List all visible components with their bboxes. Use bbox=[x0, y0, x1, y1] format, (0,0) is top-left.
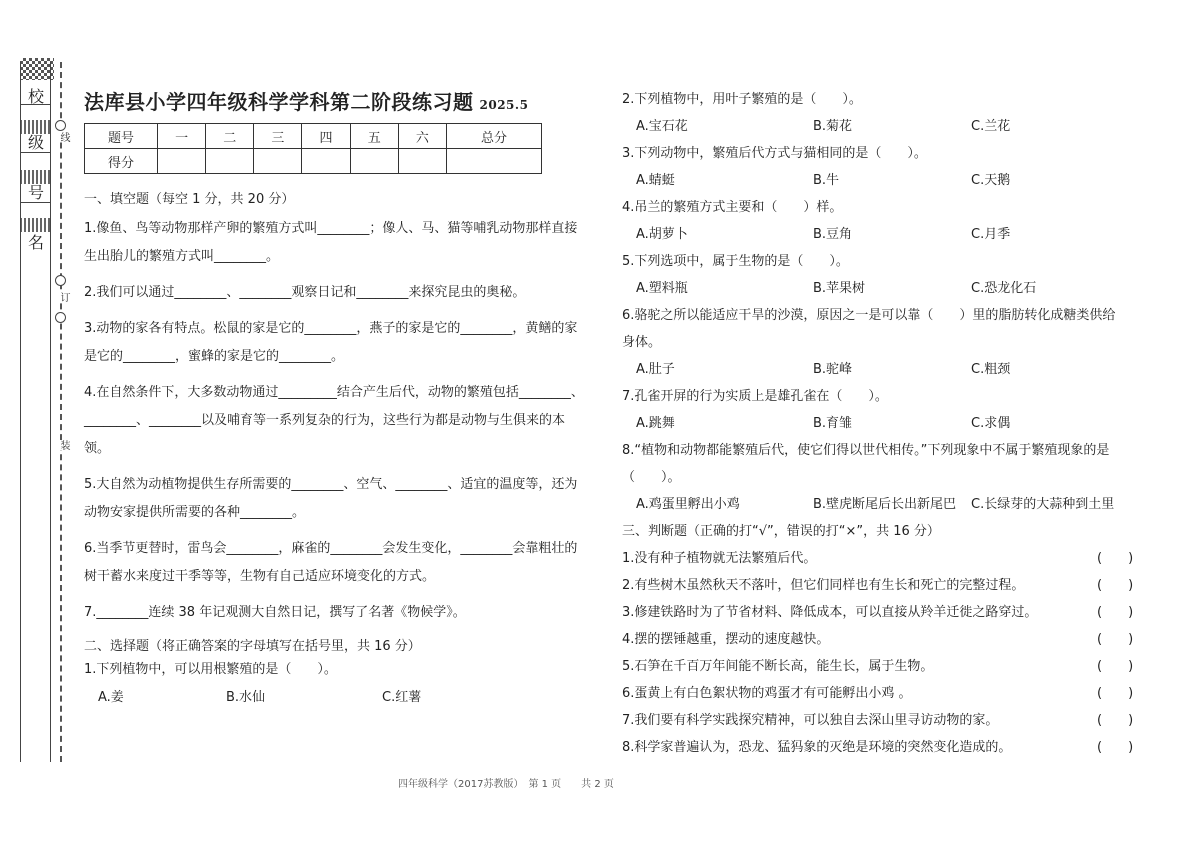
judge-text: 5.石笋在千百万年间能不断长高，能生长，属于生物。 bbox=[622, 659, 934, 674]
judge-item-1 bbox=[622, 545, 1134, 572]
margin-line bbox=[20, 152, 50, 153]
choice-option[interactable]: B.豆角 bbox=[813, 227, 853, 242]
binding-hole bbox=[55, 275, 66, 286]
score-cell: 题号 bbox=[85, 124, 158, 149]
choice-options-3 bbox=[622, 167, 1127, 194]
choice-option[interactable]: A.肚子 bbox=[636, 362, 675, 377]
answer-paren[interactable]: ( ) bbox=[1097, 713, 1134, 728]
choice-option[interactable]: C.求偶 bbox=[971, 416, 1011, 431]
fill-question-3: 3.动物的家各有特点。松鼠的家是它的________，燕子的家是它的________，黄鳝的家是它的________，蜜蜂的家是它的________。 bbox=[84, 321, 578, 364]
choice-option[interactable]: C.恐龙化石 bbox=[971, 281, 1037, 296]
page-footer: 四年级科学（2017苏教版） 第 1 页 共 2 页 bbox=[398, 779, 614, 790]
score-input-cell[interactable] bbox=[254, 149, 302, 174]
margin-line bbox=[20, 104, 50, 105]
score-cell: 总分 bbox=[447, 124, 542, 149]
choice-question-2: 2.下列植物中，用叶子繁殖的是（ ）。 bbox=[622, 92, 862, 107]
left-column bbox=[84, 86, 584, 705]
choice-question-7: 7.孔雀开屏的行为实质上是雄孔雀在（ ）。 bbox=[622, 389, 888, 404]
judge-item-5 bbox=[622, 653, 1134, 680]
judge-item-4 bbox=[622, 626, 1134, 653]
answer-paren[interactable]: ( ) bbox=[1097, 551, 1134, 566]
choice-question-1: 1.下列植物中，可以用根繁殖的是（ ）。 bbox=[84, 662, 337, 677]
score-cell: 二 bbox=[206, 124, 254, 149]
cut-line bbox=[60, 62, 62, 762]
judge-text: 3.修建铁路时为了节省材料、降低成本，可以直接从羚羊迁徙之路穿过。 bbox=[622, 605, 1038, 620]
choice-option[interactable]: B.菊花 bbox=[813, 119, 853, 134]
score-input-cell[interactable] bbox=[350, 149, 398, 174]
choice-option[interactable]: C.天鹅 bbox=[971, 173, 1011, 188]
section3-heading: 三、判断题（正确的打“√”，错误的打“×”，共 16 分） bbox=[622, 524, 940, 539]
judge-item-7 bbox=[622, 707, 1134, 734]
judge-text: 8.科学家普遍认为，恐龙、猛犸象的灭绝是环境的突然变化造成的。 bbox=[622, 740, 1012, 755]
binding-char: 装 bbox=[58, 440, 69, 450]
choice-option[interactable]: B.驼峰 bbox=[813, 362, 853, 377]
score-cell: 得分 bbox=[85, 149, 158, 174]
choice-option[interactable]: A.蜻蜓 bbox=[636, 173, 675, 188]
binding-hole bbox=[55, 120, 66, 131]
binding-char: 订 bbox=[58, 292, 69, 302]
choice-options-7 bbox=[622, 410, 1127, 437]
exam-title bbox=[84, 86, 584, 115]
choice-question-4: 4.吊兰的繁殖方式主要和（ ）样。 bbox=[622, 200, 843, 215]
binding-char: 线 bbox=[58, 132, 69, 142]
answer-paren[interactable]: ( ) bbox=[1097, 686, 1134, 701]
score-cell: 四 bbox=[302, 124, 350, 149]
judge-text: 1.没有种子植物就无法繁殖后代。 bbox=[622, 551, 817, 566]
fill-question-5: 5.大自然为动植物提供生存所需要的________、空气、________、适宜的温度等，还为动物安家提供所需要的各种________。 bbox=[84, 477, 578, 520]
binding-pattern bbox=[20, 58, 54, 80]
choice-question-6: 6.骆驼之所以能适应干旱的沙漠，原因之一是可以靠（ ）里的脂肪转化成糖类供给身体。 bbox=[622, 308, 1116, 350]
judge-text: 6.蛋黄上有白色絮状物的鸡蛋才有可能孵出小鸡 。 bbox=[622, 686, 912, 701]
choice-option[interactable]: C.月季 bbox=[971, 227, 1011, 242]
judge-item-6 bbox=[622, 680, 1134, 707]
score-table-header-row bbox=[85, 124, 542, 149]
answer-paren[interactable]: ( ) bbox=[1097, 632, 1134, 647]
score-table bbox=[84, 123, 542, 174]
fill-question-7: 7.________连续 38 年记观测大自然日记，撰写了名著《物候学》。 bbox=[84, 605, 466, 620]
choice-option[interactable]: A.姜 bbox=[98, 690, 124, 705]
choice-option[interactable]: B.苹果树 bbox=[813, 281, 866, 296]
choice-option[interactable]: C.粗颈 bbox=[971, 362, 1011, 377]
score-input-cell[interactable] bbox=[158, 149, 206, 174]
choice-option[interactable]: A.宝石花 bbox=[636, 119, 688, 134]
score-cell: 六 bbox=[398, 124, 446, 149]
score-input-cell[interactable] bbox=[447, 149, 542, 174]
section2-heading: 二、选择题（将正确答案的字母填写在括号里，共 16 分） bbox=[84, 639, 421, 654]
answer-paren[interactable]: ( ) bbox=[1097, 659, 1134, 674]
choice-option[interactable]: B.牛 bbox=[813, 173, 840, 188]
score-cell: 五 bbox=[350, 124, 398, 149]
binding-line bbox=[50, 62, 51, 762]
section1-heading: 一、填空题（每空 1 分，共 20 分） bbox=[84, 192, 295, 207]
choice-question-8: 8.“植物和动物都能繁殖后代，使它们得以世代相传。”下列现象中不属于繁殖现象的是（ ）。 bbox=[622, 443, 1110, 485]
binding-hole bbox=[55, 312, 66, 323]
answer-paren[interactable]: ( ) bbox=[1097, 578, 1134, 593]
judge-text: 7.我们要有科学实践探究精神，可以独自去深山里寻访动物的家。 bbox=[622, 713, 999, 728]
answer-paren[interactable]: ( ) bbox=[1097, 605, 1134, 620]
choice-options-2 bbox=[622, 113, 1127, 140]
choice-option[interactable]: B.水仙 bbox=[226, 690, 266, 705]
exam-date: 2025.5 bbox=[479, 98, 529, 112]
choice-option[interactable]: A.胡萝卜 bbox=[636, 227, 688, 242]
fill-question-4: 4.在自然条件下，大多数动物通过_________结合产生后代，动物的繁殖包括________、________、________以及哺育等一系列复杂的行为，这些行为都是动物与生俱来的本领。 bbox=[84, 385, 584, 456]
fill-question-2: 2.我们可以通过________、________观察日记和________来探究昆虫的奥秘。 bbox=[84, 285, 526, 300]
right-column bbox=[622, 86, 1134, 761]
score-input-cell[interactable] bbox=[398, 149, 446, 174]
choice-options-6 bbox=[622, 356, 1127, 383]
choice-option[interactable]: A.跳舞 bbox=[636, 416, 675, 431]
score-input-cell[interactable] bbox=[302, 149, 350, 174]
choice-option[interactable]: B.育雏 bbox=[813, 416, 853, 431]
judge-item-2 bbox=[622, 572, 1134, 599]
margin-line bbox=[20, 202, 50, 203]
judge-text: 4.摆的摆锤越重，摆动的速度越快。 bbox=[622, 632, 830, 647]
fill-question-1: 1.像鱼、鸟等动物那样产卵的繁殖方式叫________；像人、马、猫等哺乳动物那样直接生出胎儿的繁殖方式叫________。 bbox=[84, 221, 578, 264]
answer-paren[interactable]: ( ) bbox=[1097, 740, 1134, 755]
margin-label-school: 校 bbox=[27, 87, 44, 106]
choice-question-3: 3.下列动物中，繁殖后代方式与猫相同的是（ ）。 bbox=[622, 146, 927, 161]
choice-options-1 bbox=[84, 686, 584, 705]
judge-text: 2.有些树木虽然秋天不落叶，但它们同样也有生长和死亡的完整过程。 bbox=[622, 578, 1025, 593]
fill-question-6: 6.当季节更替时，雷鸟会________，麻雀的________会发生变化，________会靠粗壮的树干蓄水来度过干季等等，生物有自己适应环境变化的方式。 bbox=[84, 541, 578, 584]
choice-options-5 bbox=[622, 275, 1127, 302]
choice-option[interactable]: B.壁虎断尾后长出新尾巴 bbox=[813, 497, 957, 512]
judge-item-8 bbox=[622, 734, 1134, 761]
margin-label-class: 级 bbox=[27, 133, 44, 152]
choice-option[interactable]: A.塑料瓶 bbox=[636, 281, 688, 296]
choice-question-5: 5.下列选项中，属于生物的是（ ）。 bbox=[622, 254, 849, 269]
choice-option[interactable]: C.红薯 bbox=[382, 690, 422, 705]
judge-item-3 bbox=[622, 599, 1134, 626]
binding-line bbox=[20, 62, 21, 762]
choice-option[interactable]: C.兰花 bbox=[971, 119, 1011, 134]
exam-title-text: 法库县小学四年级科学学科第二阶段练习题 bbox=[84, 90, 474, 114]
margin-label-name: 名 bbox=[27, 233, 44, 252]
score-cell: 一 bbox=[158, 124, 206, 149]
score-cell: 三 bbox=[254, 124, 302, 149]
choice-options-4 bbox=[622, 221, 1127, 248]
choice-option[interactable]: C.长绿芽的大蒜种到土里 bbox=[971, 497, 1115, 512]
choice-option[interactable]: A.鸡蛋里孵出小鸡 bbox=[636, 497, 740, 512]
choice-options-8 bbox=[622, 491, 1127, 518]
score-input-cell[interactable] bbox=[206, 149, 254, 174]
score-table-score-row bbox=[85, 149, 542, 174]
margin-label-number: 号 bbox=[27, 183, 44, 202]
